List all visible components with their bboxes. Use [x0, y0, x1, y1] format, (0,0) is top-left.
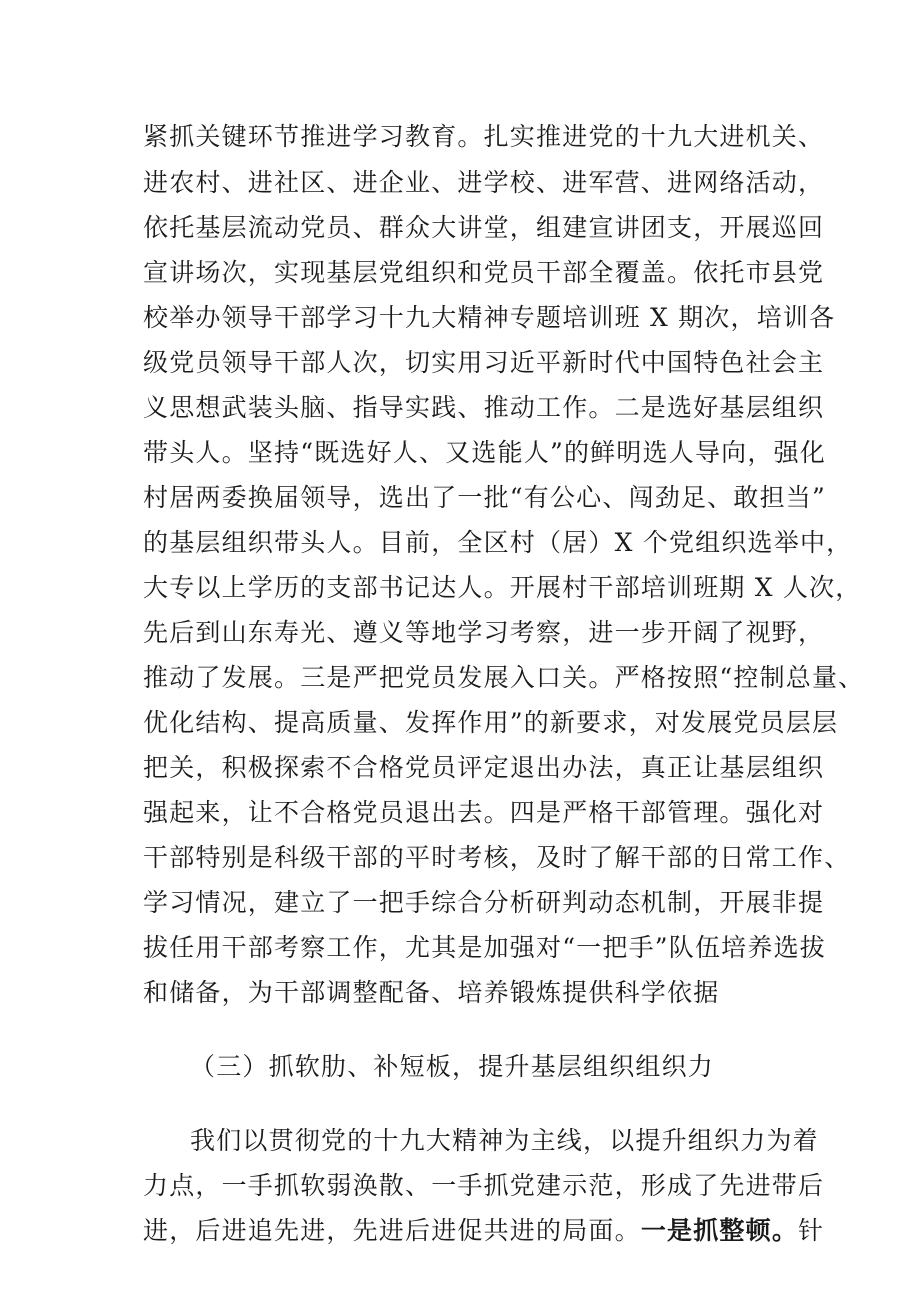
- paragraph-line: 先后到山东寿光、遵义等地学习考察，进一步开阔了视野，: [143, 618, 825, 647]
- paragraph-line: 学习情况，建立了一把手综合分析研判动态机制，开展非提: [143, 888, 825, 917]
- paragraph-line: 干部特别是科级干部的平时考核，及时了解干部的日常工作、: [143, 843, 851, 872]
- paragraph-line: 优化结构、提高质量、发挥作用”的新要求，对发展党员层层: [143, 708, 839, 737]
- paragraph-line: 带头人。坚持“既选好人、又选能人”的鲜明选人导向，强化: [143, 438, 826, 467]
- paragraph-line: [143, 1216, 825, 1246]
- paragraph-line: 紧抓关键环节推进学习教育。扎实推进党的十九大进机关、: [143, 122, 825, 151]
- paragraph-line: 把关，积极探索不合格党员评定退出办法，真正让基层组织: [143, 753, 825, 782]
- paragraph-line: 力点，一手抓软弱涣散、一手抓党建示范，形成了先进带后: [143, 1171, 825, 1200]
- paragraph-text: 进，后进追先进，先进后进促共进的局面。: [143, 1216, 641, 1245]
- paragraph-line: 推动了发展。三是严把党员发展入口关。严格按照“控制总量、: [143, 663, 865, 692]
- section-heading: （三）抓软肋、补短板，提升基层组织组织力: [190, 1052, 715, 1081]
- paragraph-line: 我们以贯彻党的十九大精神为主线，以提升组织力为着: [190, 1126, 819, 1155]
- paragraph-line: 级党员领导干部人次，切实用习近平新时代中国特色社会主: [143, 348, 825, 377]
- paragraph-line: 和储备，为干部调整配备、培养锻炼提供科学依据: [143, 978, 720, 1007]
- paragraph-line: 义思想武装头脑、指导实践、推动工作。二是选好基层组织: [143, 393, 825, 422]
- paragraph-line: 进农村、进社区、进企业、进学校、进军营、进网络活动，: [143, 168, 825, 197]
- paragraph-line: 拔任用干部考察工作，尤其是加强对“一把手”队伍培养选拔: [143, 933, 826, 962]
- paragraph-line: 依托基层流动党员、群众大讲堂，组建宣讲团支，开展巡回: [143, 213, 825, 242]
- paragraph-line: 校举办领导干部学习十九大精神专题培训班 X 期次，培训各: [143, 303, 836, 332]
- paragraph-line: 大专以上学历的支部书记达人。开展村干部培训班期 X 人次，: [143, 573, 862, 602]
- paragraph-line: 的基层组织带头人。目前，全区村（居）X 个党组织选举中，: [143, 528, 853, 557]
- paragraph-line: 强起来，让不合格党员退出去。四是严格干部管理。强化对: [143, 798, 825, 827]
- paragraph-text: 针: [798, 1216, 825, 1245]
- paragraph-line: 村居两委换届领导，选出了一批“有公心、闯劲足、敢担当”: [143, 483, 826, 512]
- bold-emphasis: 一是抓整顿。: [640, 1216, 799, 1245]
- paragraph-line: 宣讲场次，实现基层党组织和党员干部全覆盖。依托市县党: [143, 258, 825, 287]
